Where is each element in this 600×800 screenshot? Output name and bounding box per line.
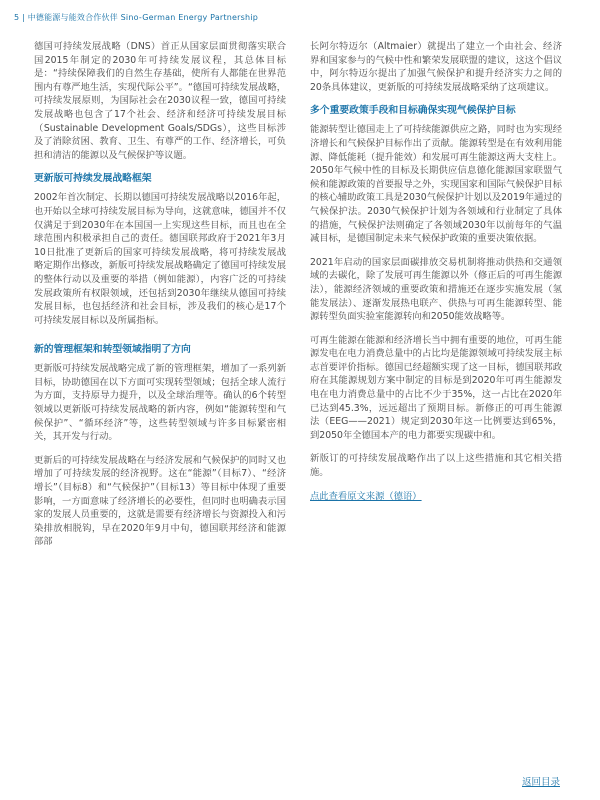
summary-paragraph: 新版订的可持续发展战略作出了以上这些措施和其它相关措施。 (310, 453, 562, 479)
left-column (34, 40, 286, 559)
management-paragraph: 更新版可持续发展战略完成了新的管理框架，增加了一系列新目标，协助德国在以下方面可实现转型领域；包括全球人流行为方面，支持原导力提升，以及全球治理等。确认的6个转型领域以更新版可持续发展战略的新内容，例如“能源转型和气候保护”、“循环经济”等，这些转型领域与许多目标紧密相关，其开发与行动。 (34, 363, 286, 443)
source-link[interactable]: 点此查看原文来源（德语） (310, 490, 422, 502)
framework-paragraph: 2002年首次制定、长期以德国可持续发展战略以2016年起，也开始以全球可持续发展目标为导向，这就意味，德国并不仅仅满足于到2030年在本国国一上实现这些目标，而且也在全球范围内积极承担自己的责任。德国联邦政府于2021年3月10日批准了更新后的国家可持续发展战略，将可持续发展战略定期作出修改，新版可持续发展战略确定了德国可持续发展的整体行动以及重要的举措（例如能源），内容广泛的可持续发展政策所有权限领域，还包括到2030年继续从德国可持续发展目标，也包括经济和社会目标，涉及我们的核心是17个可持续发展目标以及所属指标。 (34, 192, 286, 326)
economy-paragraph: 更新后的可持续发展战略在与经济发展和气候保护的同时又也增加了可持续发展的经济视野。这在“能源”（目标7）、“经济增长”（目标8）和“气候保护”（目标13）等目标中体现了重要影响，一方面意味了经济增长的必要性，但同时也明确表示国家的发展人员重要的，这就是需要有经济增长与资源投入和污染排放相脱钩，早在2020年9月中旬，德国联邦经济和能源部部 (34, 454, 286, 548)
intro-paragraph: 德国可持续发展战略（DNS）首正从国家层面贯彻落实联合国2015年制定的2030年可持续发展议程，其总体目标是：“持续保障我们的自然生存基础，使所有人都能在世界范围内有尊严地生活，实现代际公平”。“德国可持续发展战略，可持续发展原则，为国际社会在2030议程一致，德国可持续发展战略也包含了17个社会、经济和经济可持续发展目标（Sustainable Development Goals/SDGs），这些目标涉及了消除贫困、教育、卫生、有尊严的工作、经济增长，可负担和清洁的能源以及气候保护等议题。 (34, 41, 286, 161)
section-heading-framework: 更新版可持续发展战略框架 (34, 173, 152, 185)
back-to-contents-link[interactable]: 返回目录 (521, 777, 560, 788)
renewables-paragraph: 可再生能源在能源和经济增长当中拥有重要的地位，可再生能源发电在电力消费总量中的占比均是能源领域可持续发展主标志首要评价指标。德国已经超额实现了这一目标，德国联邦政府在其能源规划方案中制定的目标是到2020年可再生能源发电在电力消费总量中的占比不少于35%，这一占比在2020年已达到45.3%，远远超出了预期目标。新修正的可再生能源法（EEG——2021）规定到2030年这一比例要达到65%，到2050年全德国本产的电力都要实现碳中和。 (310, 334, 562, 441)
altmaier-paragraph: 长阿尔特迈尔（Altmaier）就提出了建立一个由社会、经济界和国家参与的气候中性和繁荣发展联盟的建议，这这个倡议中，阿尔特迈尔提出了加强气候保护和提升经济实力之间的20条具体建议，更新版的可持续发展战略采纳了这项建议。 (310, 41, 562, 93)
section-heading-policy: 多个重要政策手段和目标确保实现气候保护目标 (310, 105, 516, 117)
page-header (14, 12, 258, 23)
section-heading-management: 新的管理框架和转型领域指明了方向 (34, 344, 191, 356)
header-title: 中德能源与能效合作伙伴 Sino-German Energy Partnership (27, 13, 258, 22)
header-separator: | (22, 13, 25, 22)
energy-transition-paragraph: 能源转型让德国走上了可持续能源供应之路，同时也为实现经济增长和气候保护目标作出了贡献。能源转型是在有效利用能源、降低能耗（提升能效）和发展可再生能源这两大支柱上。2050年气候中性的目标及长期供应信息德化能源国家联盟气候和能源政策的首要报导之外，实现国家和国际气候保护目标的核心辅助政策工具是2030气候保护计划以及2019年通过的气候保护法。2030气候保护计划为各领域和行业制定了具体的措施，气候保护法则确定了各领域2030年以前每年的气温减目标，是德国制定未来气候保护政策的重要决策依据。 (310, 124, 562, 245)
page-number: 5 (14, 13, 20, 22)
carbon-trading-paragraph: 2021年启动的国家层面碳排放交易机制将推动供热和交通领域的去碳化，除了发展可再生能源以外（修正后的可再生能源法），能源经济领域的重要政策和措施还在逐步实施发展（氢能发展法）、逐渐发展热电联产、供热与可再生能源转型、能源转型负面实验室能源转向和2050能效战略等。 (310, 256, 562, 323)
right-column (310, 40, 562, 513)
